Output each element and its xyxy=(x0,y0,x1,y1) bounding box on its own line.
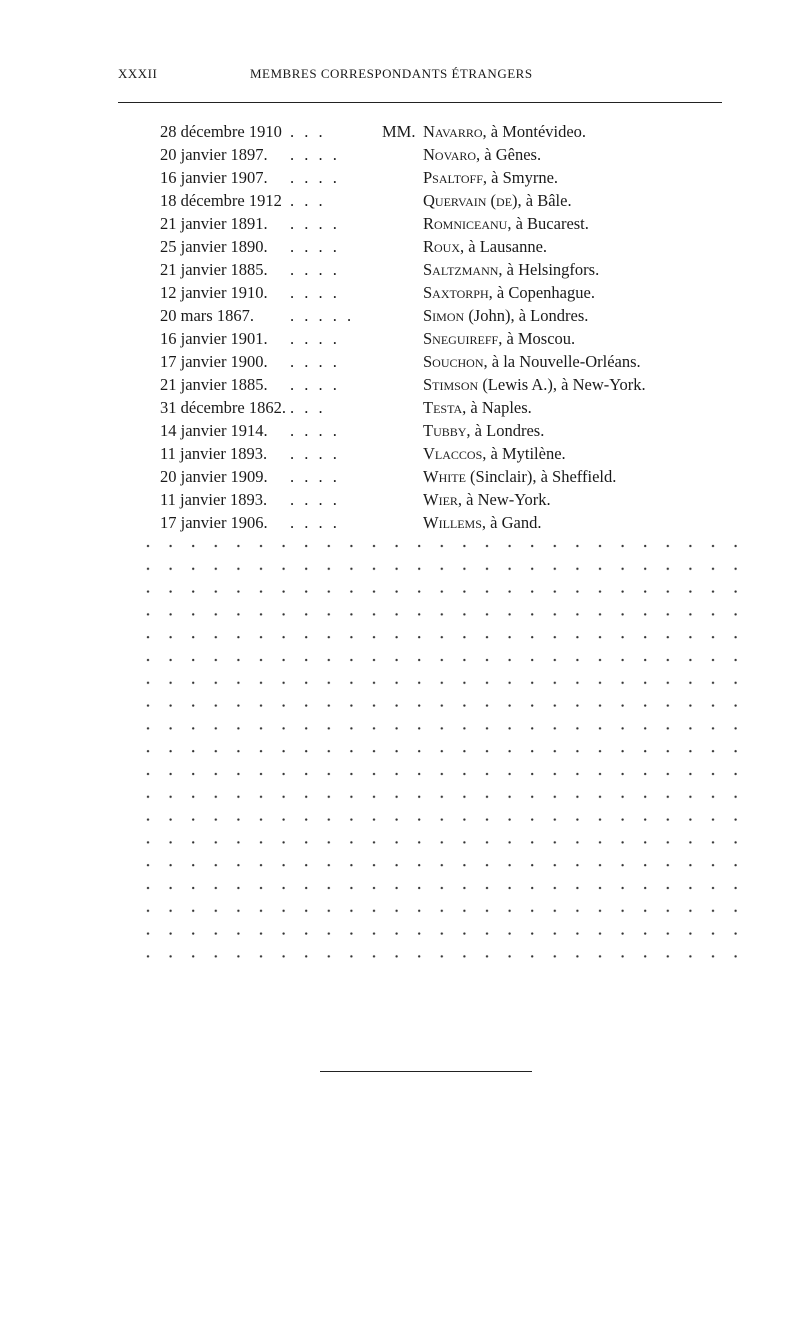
title-prefix: MM. xyxy=(382,122,416,141)
footer-rule xyxy=(320,1071,532,1072)
list-item xyxy=(0,281,800,304)
entry-surname: Navarro xyxy=(423,122,483,141)
page-number: XXXII xyxy=(118,66,158,81)
entry-place: (Lewis A.), à New-York. xyxy=(478,375,646,394)
running-title: MEMBRES CORRESPONDANTS ÉTRANGERS xyxy=(250,66,533,81)
list-item xyxy=(0,350,800,373)
entry-name xyxy=(423,488,551,511)
entry-surname: Saxtorph xyxy=(423,283,489,302)
entry-leader: . . . . xyxy=(290,214,340,233)
entry-leader: . . . . xyxy=(290,352,340,371)
entry-surname: Saltzmann xyxy=(423,260,499,279)
entry-leader: . . . . . xyxy=(290,306,355,325)
entry-place: , à la Nouvelle-Orléans. xyxy=(483,352,641,371)
entry-name xyxy=(423,189,572,212)
entry-name xyxy=(423,465,616,488)
entry-date: 11 janvier 1893. xyxy=(160,444,268,463)
entry-date: 14 janvier 1914. xyxy=(160,421,268,440)
entry-name xyxy=(423,304,588,327)
entry-name xyxy=(423,258,599,281)
entry-date: 31 décembre 1862. xyxy=(160,398,286,417)
entry-place: , à Moscou. xyxy=(498,329,576,348)
list-item xyxy=(0,488,800,511)
entry-date: 17 janvier 1900. xyxy=(160,352,268,371)
entry-date: 17 janvier 1906. xyxy=(160,513,268,532)
entry-date: 20 janvier 1897. xyxy=(160,145,268,164)
entry-place: (Sinclair), à Sheffield. xyxy=(465,467,617,486)
entry-leader: . . . xyxy=(290,191,326,210)
entry-place: , à Mytilène. xyxy=(482,444,566,463)
header-rule xyxy=(118,102,722,103)
entry-date: 21 janvier 1891. xyxy=(160,214,268,233)
entry-name xyxy=(423,235,547,258)
entry-place: , à Bucarest. xyxy=(507,214,589,233)
entry-place: , à Londres. xyxy=(466,421,545,440)
entry-name xyxy=(423,143,541,166)
member-list xyxy=(0,120,800,534)
entry-date: 12 janvier 1910. xyxy=(160,283,268,302)
entry-leader: . . . . xyxy=(290,283,340,302)
entry-place: , à Gand. xyxy=(481,513,542,532)
entry-surname: Novaro xyxy=(423,145,477,164)
entry-leader: . . . . xyxy=(290,168,340,187)
list-item xyxy=(0,212,800,235)
entry-place: (John), à Londres. xyxy=(464,306,589,325)
entry-date: 16 janvier 1901. xyxy=(160,329,268,348)
entry-surname: Simon xyxy=(423,306,465,325)
entry-leader: . . . . xyxy=(290,444,340,463)
entry-place: , à Gênes. xyxy=(476,145,542,164)
dot-leader-grid xyxy=(140,536,740,966)
entry-date: 20 janvier 1909. xyxy=(160,467,268,486)
list-item xyxy=(0,465,800,488)
entry-surname: Quervain (de) xyxy=(423,191,518,210)
entry-surname: White xyxy=(423,467,466,486)
entry-leader: . . . . xyxy=(290,260,340,279)
entry-date: 21 janvier 1885. xyxy=(160,260,268,279)
entry-surname: Souchon xyxy=(423,352,484,371)
list-item xyxy=(0,442,800,465)
entry-leader: . . . . xyxy=(290,421,340,440)
entry-date: 20 mars 1867. xyxy=(160,306,254,325)
list-item xyxy=(0,235,800,258)
entry-date: 25 janvier 1890. xyxy=(160,237,268,256)
entry-name xyxy=(423,212,589,235)
entry-surname: Sneguireff xyxy=(423,329,499,348)
entry-leader: . . . . xyxy=(290,375,340,394)
entry-place: , à Smyrne. xyxy=(482,168,559,187)
list-item xyxy=(0,120,800,143)
entry-leader: . . . . xyxy=(290,467,340,486)
entry-name xyxy=(423,511,541,534)
entry-surname: Psaltoff xyxy=(423,168,483,187)
entry-place: , à New-York. xyxy=(457,490,551,509)
list-item xyxy=(0,189,800,212)
entry-surname: Tubby xyxy=(423,421,467,440)
entry-leader: . . . . xyxy=(290,490,340,509)
list-item xyxy=(0,166,800,189)
entry-date: 16 janvier 1907. xyxy=(160,168,268,187)
entry-date: 28 décembre 1910 xyxy=(160,122,282,141)
entry-place: , à Copenhague. xyxy=(488,283,595,302)
entry-leader: . . . xyxy=(290,398,326,417)
entry-name xyxy=(423,327,575,350)
list-item xyxy=(0,143,800,166)
list-item xyxy=(0,327,800,350)
entry-surname: Wier xyxy=(423,490,458,509)
page-header xyxy=(118,66,722,86)
entry-name xyxy=(423,281,595,304)
entry-name xyxy=(423,396,532,419)
entry-leader: . . . xyxy=(290,122,326,141)
entry-leader: . . . . xyxy=(290,145,340,164)
entry-leader: . . . . xyxy=(290,513,340,532)
list-item xyxy=(0,258,800,281)
entry-name xyxy=(423,350,641,373)
entry-date: 21 janvier 1885. xyxy=(160,375,268,394)
entry-place: , à Naples. xyxy=(462,398,532,417)
entry-surname: Willems xyxy=(423,513,482,532)
list-item xyxy=(0,396,800,419)
entry-name xyxy=(423,373,646,396)
entry-surname: Vlaccos xyxy=(423,444,483,463)
entry-place: , à Bâle. xyxy=(517,191,572,210)
list-item xyxy=(0,373,800,396)
entry-surname: Testa xyxy=(423,398,463,417)
entry-name xyxy=(423,120,586,143)
entry-surname: Stimson xyxy=(423,375,479,394)
entry-date: 18 décembre 1912 xyxy=(160,191,282,210)
entry-place: , à Montévideo. xyxy=(482,122,587,141)
list-item xyxy=(0,304,800,327)
entry-leader: . . . . xyxy=(290,329,340,348)
entry-name xyxy=(423,442,566,465)
entry-name xyxy=(423,419,544,442)
entry-place: , à Helsingfors. xyxy=(498,260,600,279)
list-item xyxy=(0,419,800,442)
entry-surname: Romniceanu xyxy=(423,214,508,233)
entry-surname: Roux xyxy=(423,237,461,256)
entry-name xyxy=(423,166,558,189)
entry-place: , à Lausanne. xyxy=(460,237,548,256)
entry-date: 11 janvier 1893. xyxy=(160,490,268,509)
list-item xyxy=(0,511,800,534)
entry-leader: . . . . xyxy=(290,237,340,256)
